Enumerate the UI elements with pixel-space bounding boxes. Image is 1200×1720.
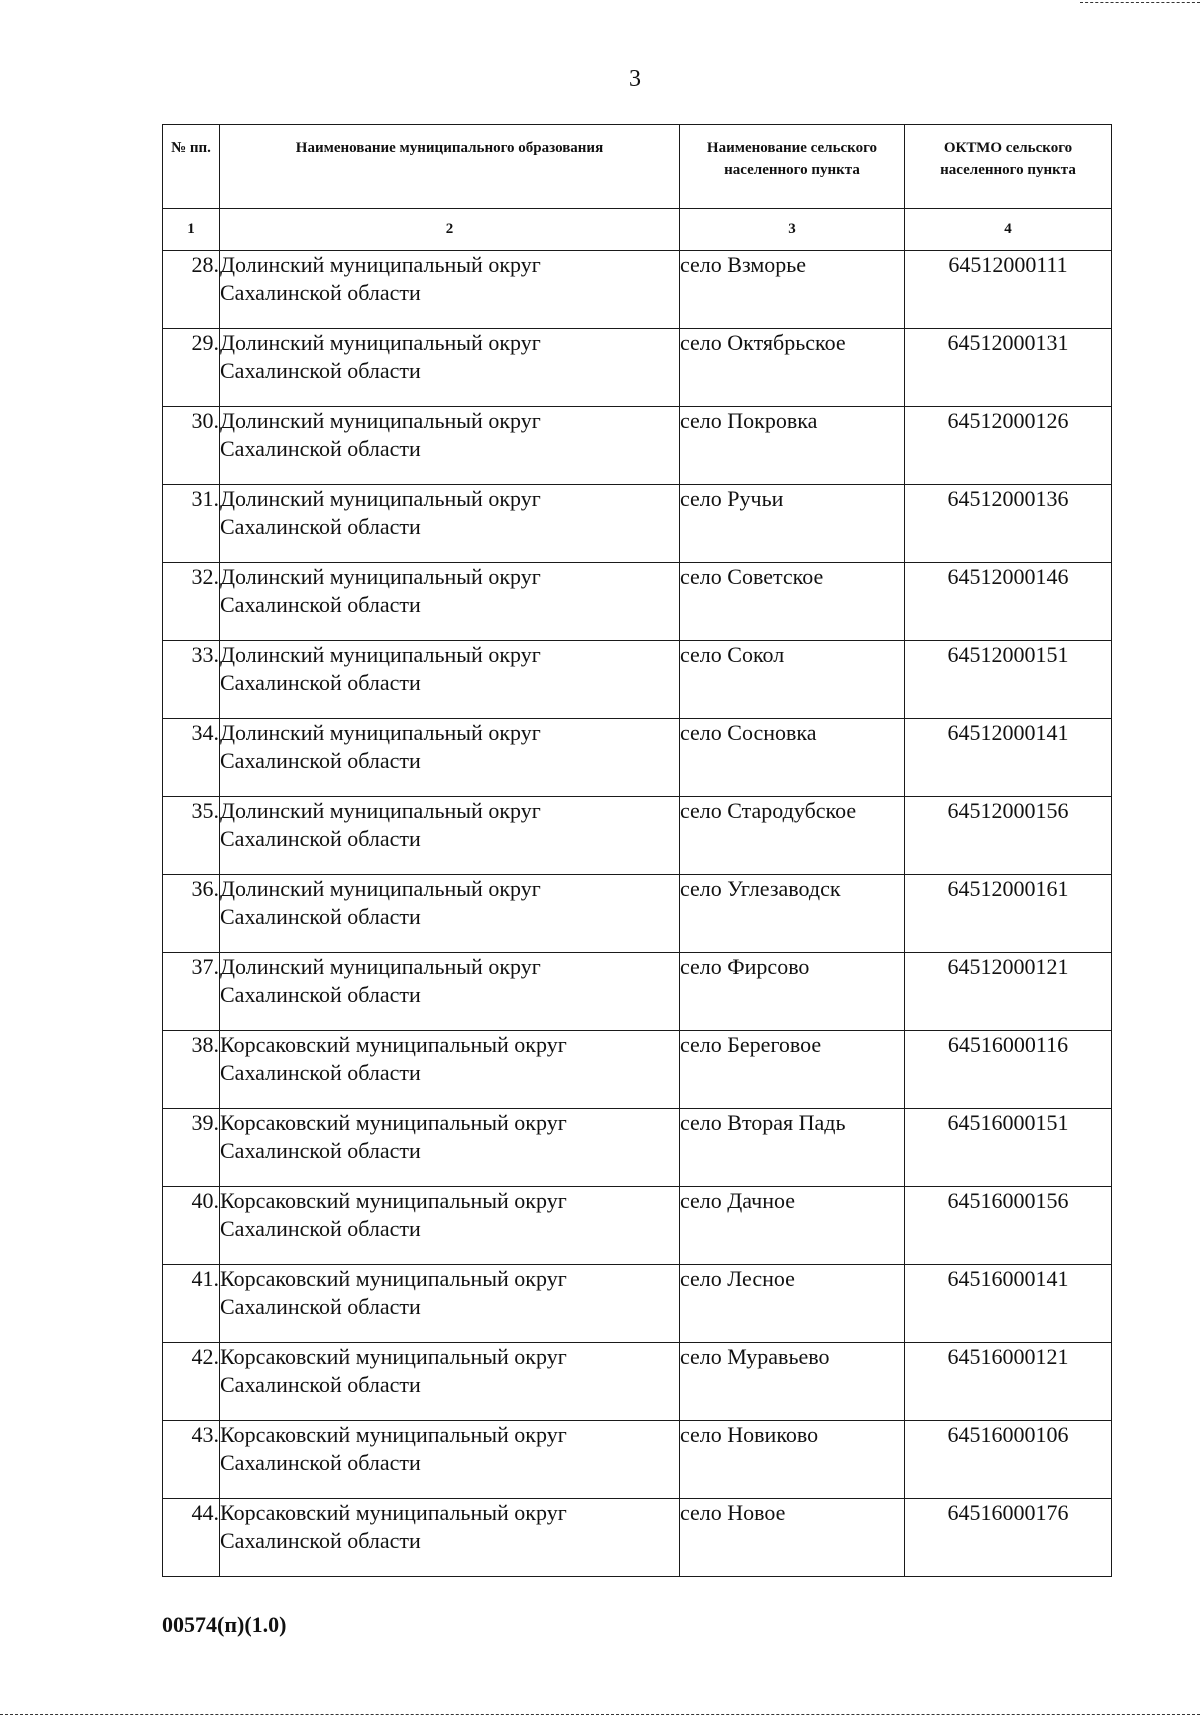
row-number: 33. xyxy=(163,641,220,719)
municipality-name-line1: Долинский муниципальный округ xyxy=(220,798,541,823)
municipality-name-line1: Долинский муниципальный округ xyxy=(220,252,541,277)
municipality-name-line2: Сахалинской области xyxy=(220,1294,421,1319)
municipality-name-line2: Сахалинской области xyxy=(220,358,421,383)
municipality-name-line1: Долинский муниципальный округ xyxy=(220,954,541,979)
settlement-name: село Муравьево xyxy=(680,1343,905,1421)
header-oktmo: ОКТМО сельского населенного пункта xyxy=(905,125,1112,209)
oktmo-code: 64516000121 xyxy=(905,1343,1112,1421)
table-row xyxy=(163,1187,1112,1265)
settlement-name: село Покровка xyxy=(680,407,905,485)
table-row xyxy=(163,1421,1112,1499)
oktmo-code: 64516000156 xyxy=(905,1187,1112,1265)
scan-edge-bottom xyxy=(0,1714,1200,1715)
column-number-1: 1 xyxy=(163,209,220,251)
municipality-name-line1: Долинский муниципальный округ xyxy=(220,564,541,589)
table-row xyxy=(163,563,1112,641)
municipality-name xyxy=(220,1187,680,1265)
scan-edge-top xyxy=(1080,2,1200,3)
municipality-name-line1: Долинский муниципальный округ xyxy=(220,330,541,355)
municipality-name-line2: Сахалинской области xyxy=(220,826,421,851)
row-number: 30. xyxy=(163,407,220,485)
settlement-name: село Взморье xyxy=(680,251,905,329)
row-number: 39. xyxy=(163,1109,220,1187)
municipality-name-line2: Сахалинской области xyxy=(220,514,421,539)
municipality-name xyxy=(220,797,680,875)
municipality-name xyxy=(220,953,680,1031)
municipality-name-line1: Долинский муниципальный округ xyxy=(220,642,541,667)
municipality-name-line1: Корсаковский муниципальный округ xyxy=(220,1032,567,1057)
row-number: 37. xyxy=(163,953,220,1031)
municipality-name-line2: Сахалинской области xyxy=(220,982,421,1007)
settlement-name: село Ручьи xyxy=(680,485,905,563)
row-number: 34. xyxy=(163,719,220,797)
table-header-row xyxy=(163,125,1112,209)
municipality-name xyxy=(220,875,680,953)
municipality-name xyxy=(220,407,680,485)
table-row xyxy=(163,1499,1112,1577)
header-settlement: Наименование сельского населенного пункта xyxy=(680,125,905,209)
header-number: № пп. xyxy=(163,125,220,209)
column-number-4: 4 xyxy=(905,209,1112,251)
row-number: 32. xyxy=(163,563,220,641)
municipality-name-line2: Сахалинской области xyxy=(220,1060,421,1085)
municipality-name-line2: Сахалинской области xyxy=(220,280,421,305)
column-number-3: 3 xyxy=(680,209,905,251)
settlement-name: село Сокол xyxy=(680,641,905,719)
municipality-name-line2: Сахалинской области xyxy=(220,904,421,929)
municipality-name-line2: Сахалинской области xyxy=(220,1528,421,1553)
table-row xyxy=(163,875,1112,953)
municipality-name-line1: Корсаковский муниципальный округ xyxy=(220,1344,567,1369)
municipality-name xyxy=(220,329,680,407)
table-row xyxy=(163,1343,1112,1421)
settlement-name: село Стародубское xyxy=(680,797,905,875)
municipality-name-line2: Сахалинской области xyxy=(220,1372,421,1397)
row-number: 42. xyxy=(163,1343,220,1421)
municipality-name-line1: Корсаковский муниципальный округ xyxy=(220,1110,567,1135)
table-row xyxy=(163,1031,1112,1109)
settlements-table xyxy=(162,124,1112,1577)
oktmo-code: 64512000146 xyxy=(905,563,1112,641)
municipality-name xyxy=(220,641,680,719)
oktmo-code: 64512000141 xyxy=(905,719,1112,797)
settlement-name: село Октябрьское xyxy=(680,329,905,407)
table-row xyxy=(163,719,1112,797)
settlement-name: село Береговое xyxy=(680,1031,905,1109)
oktmo-code: 64516000176 xyxy=(905,1499,1112,1577)
row-number: 43. xyxy=(163,1421,220,1499)
municipality-name-line2: Сахалинской области xyxy=(220,748,421,773)
municipality-name xyxy=(220,719,680,797)
municipality-name-line1: Долинский муниципальный округ xyxy=(220,408,541,433)
table-row xyxy=(163,797,1112,875)
municipality-name-line1: Корсаковский муниципальный округ xyxy=(220,1188,567,1213)
oktmo-code: 64512000111 xyxy=(905,251,1112,329)
table-body xyxy=(163,251,1112,1577)
column-number-2: 2 xyxy=(220,209,680,251)
document-code: 00574(п)(1.0) xyxy=(162,1612,287,1637)
settlement-name: село Дачное xyxy=(680,1187,905,1265)
municipality-name-line1: Корсаковский муниципальный округ xyxy=(220,1422,567,1447)
municipality-name xyxy=(220,1499,680,1577)
table-row xyxy=(163,1265,1112,1343)
municipality-name-line1: Долинский муниципальный округ xyxy=(220,876,541,901)
settlement-name: село Фирсово xyxy=(680,953,905,1031)
oktmo-code: 64516000151 xyxy=(905,1109,1112,1187)
municipality-name xyxy=(220,1421,680,1499)
municipality-name-line2: Сахалинской области xyxy=(220,1216,421,1241)
oktmo-code: 64516000141 xyxy=(905,1265,1112,1343)
oktmo-code: 64512000151 xyxy=(905,641,1112,719)
row-number: 31. xyxy=(163,485,220,563)
oktmo-code: 64516000116 xyxy=(905,1031,1112,1109)
municipality-name-line1: Долинский муниципальный округ xyxy=(220,720,541,745)
settlement-name: село Новиково xyxy=(680,1421,905,1499)
oktmo-code: 64512000131 xyxy=(905,329,1112,407)
municipality-name-line2: Сахалинской области xyxy=(220,670,421,695)
column-number-row xyxy=(163,209,1112,251)
municipality-name-line2: Сахалинской области xyxy=(220,436,421,461)
municipality-name-line2: Сахалинской области xyxy=(220,1450,421,1475)
oktmo-code: 64512000121 xyxy=(905,953,1112,1031)
table-row xyxy=(163,251,1112,329)
settlement-name: село Лесное xyxy=(680,1265,905,1343)
settlement-name: село Советское xyxy=(680,563,905,641)
oktmo-code: 64512000156 xyxy=(905,797,1112,875)
table-row xyxy=(163,485,1112,563)
municipality-name xyxy=(220,1109,680,1187)
oktmo-code: 64512000161 xyxy=(905,875,1112,953)
row-number: 35. xyxy=(163,797,220,875)
settlement-name: село Сосновка xyxy=(680,719,905,797)
settlement-name: село Новое xyxy=(680,1499,905,1577)
row-number: 40. xyxy=(163,1187,220,1265)
header-municipality: Наименование муниципального образования xyxy=(220,125,680,209)
table-row xyxy=(163,407,1112,485)
municipality-name-line1: Корсаковский муниципальный округ xyxy=(220,1266,567,1291)
settlement-name: село Углезаводск xyxy=(680,875,905,953)
municipality-name xyxy=(220,1343,680,1421)
municipality-name xyxy=(220,563,680,641)
municipality-name xyxy=(220,251,680,329)
table-row xyxy=(163,641,1112,719)
municipality-name xyxy=(220,1265,680,1343)
oktmo-code: 64512000126 xyxy=(905,407,1112,485)
municipality-name xyxy=(220,1031,680,1109)
row-number: 44. xyxy=(163,1499,220,1577)
settlement-name: село Вторая Падь xyxy=(680,1109,905,1187)
municipality-name xyxy=(220,485,680,563)
row-number: 38. xyxy=(163,1031,220,1109)
municipality-name-line1: Корсаковский муниципальный округ xyxy=(220,1500,567,1525)
page-number: 3 xyxy=(629,66,641,92)
oktmo-code: 64512000136 xyxy=(905,485,1112,563)
row-number: 28. xyxy=(163,251,220,329)
municipality-name-line2: Сахалинской области xyxy=(220,1138,421,1163)
table-row xyxy=(163,1109,1112,1187)
row-number: 41. xyxy=(163,1265,220,1343)
row-number: 29. xyxy=(163,329,220,407)
table-row xyxy=(163,953,1112,1031)
municipality-name-line2: Сахалинской области xyxy=(220,592,421,617)
municipality-name-line1: Долинский муниципальный округ xyxy=(220,486,541,511)
row-number: 36. xyxy=(163,875,220,953)
oktmo-code: 64516000106 xyxy=(905,1421,1112,1499)
table-row xyxy=(163,329,1112,407)
